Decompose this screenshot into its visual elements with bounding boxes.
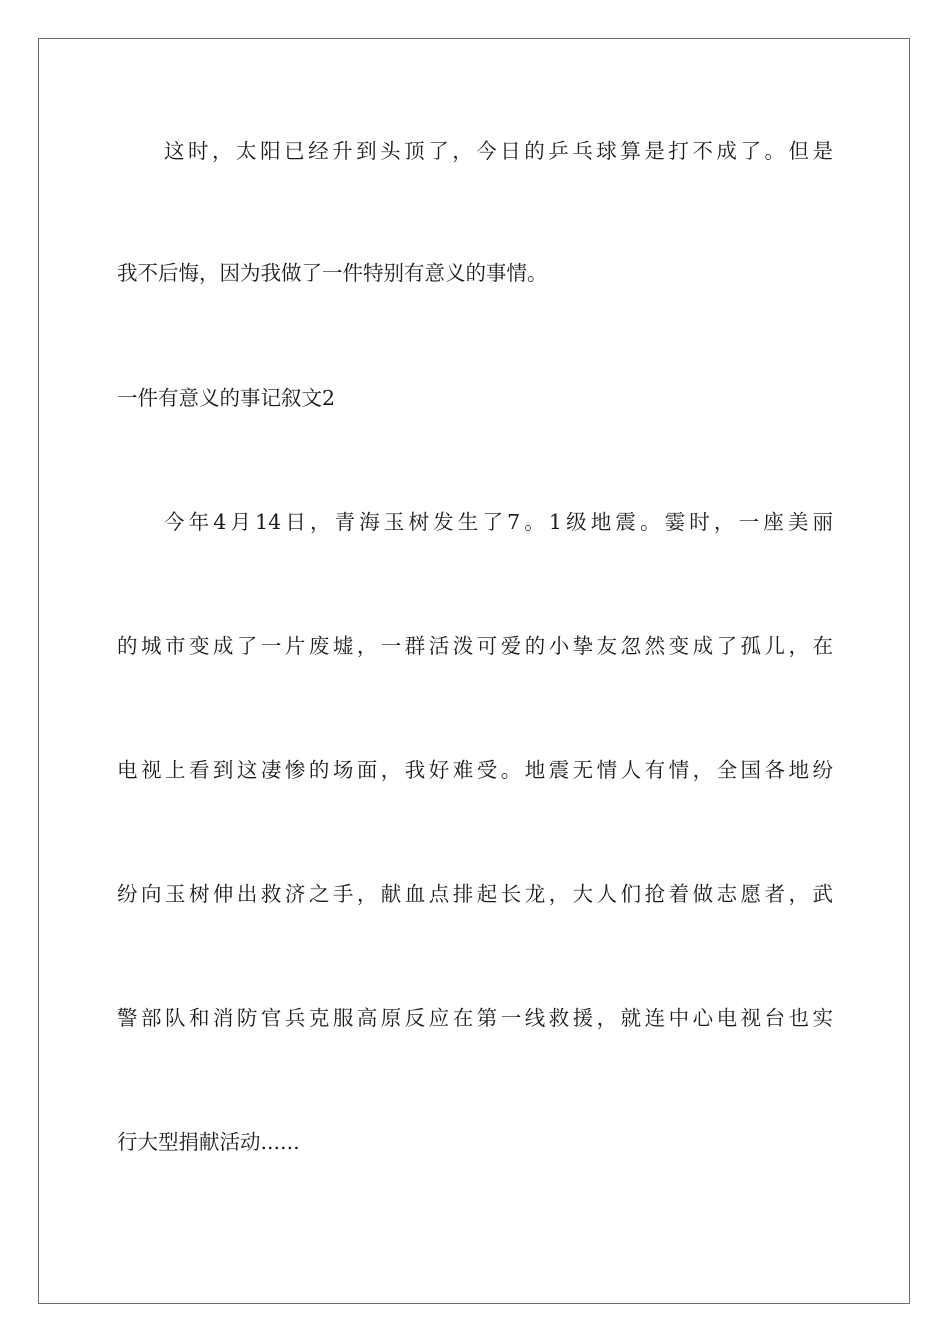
paragraph-2-line-2: 的城市变成了一片废墟，一群活泼可爱的小挚友忽然变成了孤儿，在 xyxy=(117,634,833,658)
paragraph-1-line-1: 这时，太阳已经升到头顶了，今日的乒乓球算是打不成了。但是 xyxy=(164,139,833,163)
page-border xyxy=(38,38,910,1304)
paragraph-1-line-2: 我不后悔，因为我做了一件特别有意义的事情。 xyxy=(117,261,548,285)
section-heading: 一件有意义的事记叙文2 xyxy=(117,386,336,410)
paragraph-2-line-3: 电视上看到这凄惨的场面，我好难受。地震无情人有情，全国各地纷 xyxy=(117,758,833,782)
paragraph-2-line-1: 今年4月14日，青海玉树发生了7。1级地震。霎时，一座美丽 xyxy=(164,510,833,534)
paragraph-2-line-6: 行大型捐献活动...... xyxy=(117,1130,300,1154)
paragraph-2-line-4: 纷向玉树伸出救济之手，献血点排起长龙，大人们抢着做志愿者，武 xyxy=(117,882,833,906)
paragraph-2-line-5: 警部队和消防官兵克服高原反应在第一线救援，就连中心电视台也实 xyxy=(117,1006,833,1030)
